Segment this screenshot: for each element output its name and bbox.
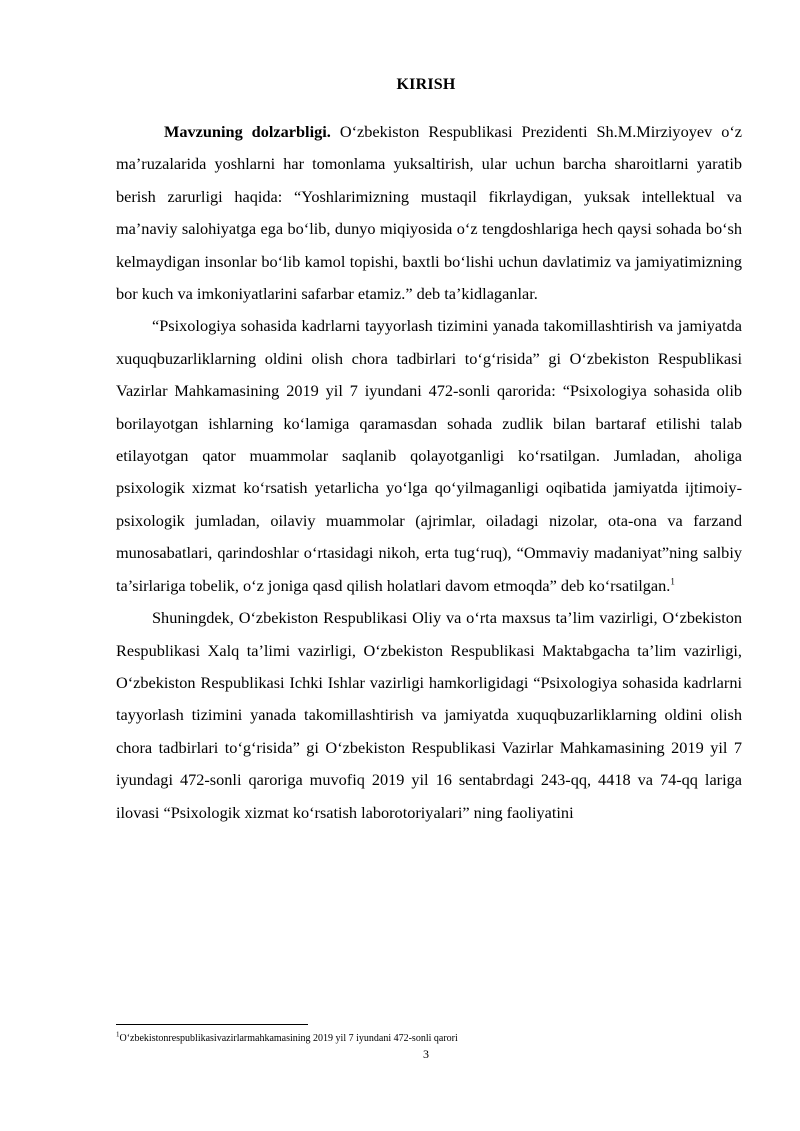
paragraph-ministries [116, 602, 742, 829]
footnote [116, 1030, 458, 1045]
footnote-reference[interactable]: 1 [670, 576, 675, 587]
paragraph-decree [116, 310, 742, 602]
paragraph-text: O‘zbekiston Respublikasi Prezidenti Sh.M.Mirziyoyev o‘z ma’ruzalarida yoshlarni har tomonlama yuksaltirish, ular uchun barcha sharoitlarni yaratib berish zarurligi haqida: “Yoshlarimizning mustaqil fikrlaydigan, yuksak intellektual va ma’naviy salohiyatga ega bo‘lib, dunyo miqiyosida o‘z tengdoshlariga hech qaysi sohada bo‘sh kelmaydigan insonlar bo‘lib kamol topishi, baxtli bo‘lishi uchun davlatimiz va jamiyatimizning bor kuch va imkoniyatlarini safarbar etamiz.” deb ta’kidlaganlar. [116, 122, 742, 304]
paragraph-relevance [116, 116, 742, 310]
footnote-text: O‘zbekistonrespublikasivazirlarmahkamasining 2019 yil 7 iyundani 472-sonli qarori [119, 1033, 458, 1044]
page-title: KIRISH [396, 76, 456, 93]
paragraph-text: Shuningdek, O‘zbekiston Respublikasi Oliy va o‘rta maxsus ta’lim vazirligi, O‘zbekiston Respublikasi Xalq ta’limi vazirligi, O‘zbekiston Respublikasi Maktabgacha ta’lim vazirligi, O‘zbekiston Respublikasi Ichki Ishlar vazirligi hamkorligidagi “Psixologiya sohasida kadrlarni tayyorlash tizimini yanada takomillashtirish va jamiyatda xuquqbuzarliklarning oldini olish chora tadbirlari to‘g‘risida” gi O‘zbekiston Respublikasi Vazirlar Mahkamasining 2019 yil 7 iyundagi 472-sonli qaroriga muvofiq 2019 yil 16 sentabrdagi 243-qq, 4418 va 74-qq lariga ilovasi “Psixologik xizmat ko‘rsatish laborotoriyalari” ning faoliyatini [116, 608, 742, 822]
paragraph-text: “Psixologiya sohasida kadrlarni tayyorlash tizimini yanada takomillashtirish va jamiyatda xuquqbuzarliklarning oldini olish chora tadbirlari to‘g‘risida” gi O‘zbekiston Respublikasi Vazirlar Mahkamasining 2019 yil 7 iyundani 472-sonli qarorida: “Psixologiya sohasida olib borilayotgan ishlarning ko‘lamiga qaramasdan sohada zudlik bilan bartaraf etilishi talab etilayotgan qator muammolar saqlanib qolayotganligi ko‘rsatilgan. Jumladan, aholiga psixologik xizmat ko‘rsatish yetarlicha yo‘lga qo‘yilmaganligi oqibatida jamiyatda ijtimoiy-psixologik jumladan, oilaviy muammolar (ajrimlar, oiladagi nizolar, ota-ona va farzand munosabatlari, qarindoshlar o‘rtasidagi nikoh, erta tug‘ruq), “Ommaviy madaniyat”ning salbiy ta’sirlariga tobelik, o‘z joniga qasd qilish holatlari davom etmoqda” deb ko‘rsatilgan. [116, 316, 742, 595]
paragraph-lead: Mavzuning dolzarbligi. [164, 122, 331, 141]
footnote-mark: 1 [116, 1030, 120, 1039]
body-text [116, 116, 742, 829]
footnote-separator [116, 1024, 308, 1025]
page-number: 3 [423, 1047, 429, 1061]
